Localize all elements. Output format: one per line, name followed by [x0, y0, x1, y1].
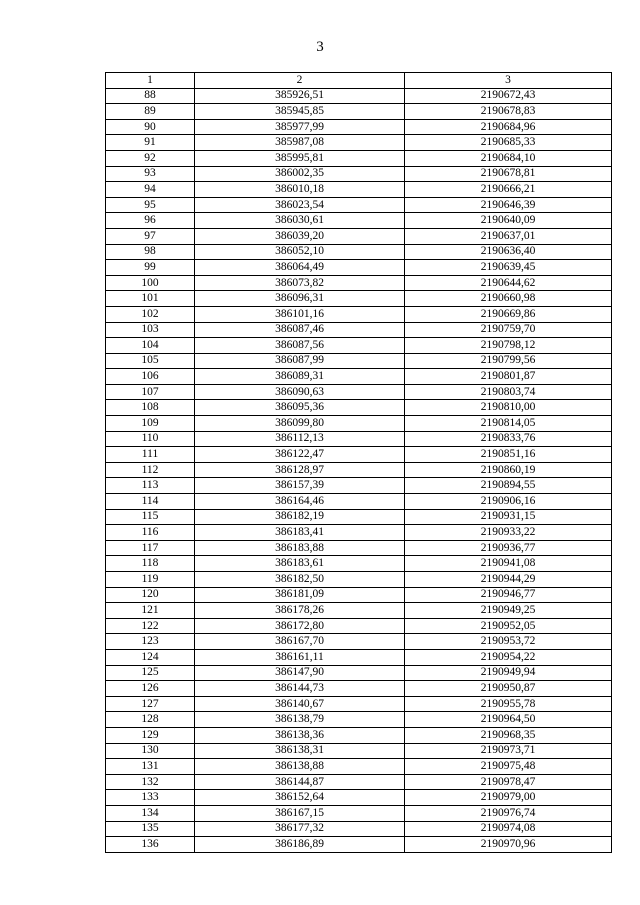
cell-y-coordinate: 2190759,70 — [405, 322, 612, 338]
table-body — [106, 88, 612, 852]
cell-point-number: 94 — [106, 182, 195, 198]
cell-y-coordinate: 2190637,01 — [405, 228, 612, 244]
cell-point-number: 103 — [106, 322, 195, 338]
cell-y-coordinate: 2190976,74 — [405, 805, 612, 821]
cell-point-number: 114 — [106, 494, 195, 510]
cell-x-coordinate: 385977,99 — [195, 119, 405, 135]
cell-point-number: 92 — [106, 150, 195, 166]
cell-point-number: 112 — [106, 462, 195, 478]
cell-y-coordinate: 2190799,56 — [405, 353, 612, 369]
cell-point-number: 110 — [106, 431, 195, 447]
cell-x-coordinate: 386090,63 — [195, 384, 405, 400]
cell-point-number: 95 — [106, 197, 195, 213]
table-row — [106, 696, 612, 712]
table-row — [106, 447, 612, 463]
table-row — [106, 369, 612, 385]
table-row — [106, 166, 612, 182]
cell-y-coordinate: 2190953,72 — [405, 634, 612, 650]
cell-y-coordinate: 2190955,78 — [405, 696, 612, 712]
cell-y-coordinate: 2190906,16 — [405, 494, 612, 510]
cell-x-coordinate: 386039,20 — [195, 228, 405, 244]
cell-y-coordinate: 2190684,10 — [405, 150, 612, 166]
cell-y-coordinate: 2190798,12 — [405, 338, 612, 354]
cell-x-coordinate: 386064,49 — [195, 260, 405, 276]
cell-point-number: 120 — [106, 587, 195, 603]
cell-y-coordinate: 2190672,43 — [405, 88, 612, 104]
cell-y-coordinate: 2190678,83 — [405, 104, 612, 120]
cell-x-coordinate: 386182,19 — [195, 509, 405, 525]
cell-x-coordinate: 386186,89 — [195, 837, 405, 853]
cell-y-coordinate: 2190941,08 — [405, 556, 612, 572]
cell-point-number: 118 — [106, 556, 195, 572]
cell-y-coordinate: 2190931,15 — [405, 509, 612, 525]
cell-x-coordinate: 386182,50 — [195, 572, 405, 588]
table-row — [106, 88, 612, 104]
cell-x-coordinate: 385926,51 — [195, 88, 405, 104]
cell-x-coordinate: 386140,67 — [195, 696, 405, 712]
table-row — [106, 291, 612, 307]
cell-point-number: 105 — [106, 353, 195, 369]
cell-point-number: 128 — [106, 712, 195, 728]
table-row — [106, 821, 612, 837]
cell-x-coordinate: 386178,26 — [195, 603, 405, 619]
table-row — [106, 603, 612, 619]
cell-point-number: 123 — [106, 634, 195, 650]
cell-y-coordinate: 2190851,16 — [405, 447, 612, 463]
cell-point-number: 127 — [106, 696, 195, 712]
cell-point-number: 99 — [106, 260, 195, 276]
table-row — [106, 712, 612, 728]
cell-point-number: 133 — [106, 790, 195, 806]
cell-y-coordinate: 2190644,62 — [405, 275, 612, 291]
cell-x-coordinate: 386157,39 — [195, 478, 405, 494]
page-number: 3 — [316, 39, 324, 55]
cell-point-number: 90 — [106, 119, 195, 135]
cell-y-coordinate: 2190968,35 — [405, 727, 612, 743]
cell-point-number: 109 — [106, 416, 195, 432]
cell-x-coordinate: 386177,32 — [195, 821, 405, 837]
cell-point-number: 116 — [106, 525, 195, 541]
cell-point-number: 130 — [106, 743, 195, 759]
cell-x-coordinate: 385945,85 — [195, 104, 405, 120]
table-row — [106, 649, 612, 665]
table-row — [106, 727, 612, 743]
table-row — [106, 275, 612, 291]
cell-y-coordinate: 2190803,74 — [405, 384, 612, 400]
table-header-row — [106, 73, 612, 89]
cell-point-number: 93 — [106, 166, 195, 182]
cell-point-number: 91 — [106, 135, 195, 151]
cell-y-coordinate: 2190933,22 — [405, 525, 612, 541]
cell-x-coordinate: 386099,80 — [195, 416, 405, 432]
table-row — [106, 478, 612, 494]
table-row — [106, 540, 612, 556]
table-row — [106, 119, 612, 135]
table-row — [106, 197, 612, 213]
table-row — [106, 353, 612, 369]
table-row — [106, 150, 612, 166]
cell-x-coordinate: 386183,88 — [195, 540, 405, 556]
cell-y-coordinate: 2190810,00 — [405, 400, 612, 416]
cell-y-coordinate: 2190952,05 — [405, 618, 612, 634]
cell-x-coordinate: 386087,99 — [195, 353, 405, 369]
cell-point-number: 106 — [106, 369, 195, 385]
cell-point-number: 101 — [106, 291, 195, 307]
table-row — [106, 509, 612, 525]
cell-x-coordinate: 386167,15 — [195, 805, 405, 821]
cell-y-coordinate: 2190640,09 — [405, 213, 612, 229]
cell-point-number: 96 — [106, 213, 195, 229]
cell-point-number: 132 — [106, 774, 195, 790]
cell-x-coordinate: 385987,08 — [195, 135, 405, 151]
cell-y-coordinate: 2190636,40 — [405, 244, 612, 260]
cell-x-coordinate: 386164,46 — [195, 494, 405, 510]
cell-y-coordinate: 2190936,77 — [405, 540, 612, 556]
cell-x-coordinate: 386112,13 — [195, 431, 405, 447]
cell-x-coordinate: 386030,61 — [195, 213, 405, 229]
table-row — [106, 182, 612, 198]
cell-x-coordinate: 386138,31 — [195, 743, 405, 759]
cell-x-coordinate: 386002,35 — [195, 166, 405, 182]
cell-x-coordinate: 386138,36 — [195, 727, 405, 743]
table-row — [106, 494, 612, 510]
cell-x-coordinate: 386095,36 — [195, 400, 405, 416]
table-row — [106, 618, 612, 634]
cell-x-coordinate: 386181,09 — [195, 587, 405, 603]
cell-x-coordinate: 386147,90 — [195, 665, 405, 681]
cell-point-number: 136 — [106, 837, 195, 853]
cell-y-coordinate: 2190685,33 — [405, 135, 612, 151]
cell-x-coordinate: 386101,16 — [195, 306, 405, 322]
cell-point-number: 104 — [106, 338, 195, 354]
table-row — [106, 525, 612, 541]
table-row — [106, 634, 612, 650]
table-row — [106, 384, 612, 400]
cell-y-coordinate: 2190954,22 — [405, 649, 612, 665]
cell-point-number: 98 — [106, 244, 195, 260]
table-row — [106, 306, 612, 322]
cell-x-coordinate: 386167,70 — [195, 634, 405, 650]
table-row — [106, 665, 612, 681]
cell-y-coordinate: 2190949,94 — [405, 665, 612, 681]
cell-y-coordinate: 2190944,29 — [405, 572, 612, 588]
cell-y-coordinate: 2190949,25 — [405, 603, 612, 619]
table-row — [106, 322, 612, 338]
column-header-y: 3 — [405, 73, 612, 89]
cell-x-coordinate: 386183,41 — [195, 525, 405, 541]
table-row — [106, 462, 612, 478]
cell-point-number: 107 — [106, 384, 195, 400]
column-header-x: 2 — [195, 73, 405, 89]
cell-point-number: 88 — [106, 88, 195, 104]
table-row — [106, 556, 612, 572]
cell-point-number: 129 — [106, 727, 195, 743]
cell-x-coordinate: 386128,97 — [195, 462, 405, 478]
table-row — [106, 338, 612, 354]
cell-point-number: 124 — [106, 649, 195, 665]
cell-x-coordinate: 386122,47 — [195, 447, 405, 463]
cell-y-coordinate: 2190979,00 — [405, 790, 612, 806]
cell-point-number: 134 — [106, 805, 195, 821]
cell-y-coordinate: 2190946,77 — [405, 587, 612, 603]
cell-x-coordinate: 386052,10 — [195, 244, 405, 260]
cell-x-coordinate: 386144,73 — [195, 681, 405, 697]
cell-point-number: 108 — [106, 400, 195, 416]
cell-y-coordinate: 2190973,71 — [405, 743, 612, 759]
cell-x-coordinate: 386172,80 — [195, 618, 405, 634]
cell-x-coordinate: 385995,81 — [195, 150, 405, 166]
cell-point-number: 97 — [106, 228, 195, 244]
cell-y-coordinate: 2190964,50 — [405, 712, 612, 728]
cell-y-coordinate: 2190669,86 — [405, 306, 612, 322]
cell-x-coordinate: 386087,56 — [195, 338, 405, 354]
column-header-point: 1 — [106, 73, 195, 89]
cell-x-coordinate: 386089,31 — [195, 369, 405, 385]
cell-point-number: 131 — [106, 759, 195, 775]
table-row — [106, 681, 612, 697]
cell-x-coordinate: 386138,88 — [195, 759, 405, 775]
cell-y-coordinate: 2190975,48 — [405, 759, 612, 775]
cell-x-coordinate: 386138,79 — [195, 712, 405, 728]
cell-x-coordinate: 386183,61 — [195, 556, 405, 572]
table-row — [106, 587, 612, 603]
table-row — [106, 104, 612, 120]
cell-y-coordinate: 2190684,96 — [405, 119, 612, 135]
cell-x-coordinate: 386161,11 — [195, 649, 405, 665]
cell-point-number: 102 — [106, 306, 195, 322]
cell-point-number: 119 — [106, 572, 195, 588]
table-row — [106, 244, 612, 260]
cell-point-number: 122 — [106, 618, 195, 634]
cell-point-number: 126 — [106, 681, 195, 697]
cell-y-coordinate: 2190860,19 — [405, 462, 612, 478]
table-row — [106, 743, 612, 759]
cell-x-coordinate: 386073,82 — [195, 275, 405, 291]
table-row — [106, 774, 612, 790]
cell-y-coordinate: 2190950,87 — [405, 681, 612, 697]
cell-point-number: 135 — [106, 821, 195, 837]
cell-y-coordinate: 2190970,96 — [405, 837, 612, 853]
cell-x-coordinate: 386010,18 — [195, 182, 405, 198]
table-row — [106, 431, 612, 447]
cell-y-coordinate: 2190678,81 — [405, 166, 612, 182]
cell-x-coordinate: 386152,64 — [195, 790, 405, 806]
table-row — [106, 260, 612, 276]
cell-y-coordinate: 2190974,08 — [405, 821, 612, 837]
cell-y-coordinate: 2190894,55 — [405, 478, 612, 494]
cell-point-number: 100 — [106, 275, 195, 291]
cell-x-coordinate: 386023,54 — [195, 197, 405, 213]
cell-point-number: 89 — [106, 104, 195, 120]
cell-point-number: 113 — [106, 478, 195, 494]
coordinates-table — [105, 72, 612, 853]
cell-y-coordinate: 2190666,21 — [405, 182, 612, 198]
table-row — [106, 400, 612, 416]
table-row — [106, 759, 612, 775]
table-row — [106, 837, 612, 853]
table-row — [106, 416, 612, 432]
table-row — [106, 135, 612, 151]
table-row — [106, 572, 612, 588]
table-row — [106, 228, 612, 244]
cell-point-number: 117 — [106, 540, 195, 556]
cell-y-coordinate: 2190833,76 — [405, 431, 612, 447]
cell-x-coordinate: 386096,31 — [195, 291, 405, 307]
cell-y-coordinate: 2190978,47 — [405, 774, 612, 790]
cell-point-number: 125 — [106, 665, 195, 681]
table-row — [106, 790, 612, 806]
cell-y-coordinate: 2190801,87 — [405, 369, 612, 385]
table-row — [106, 805, 612, 821]
cell-y-coordinate: 2190639,45 — [405, 260, 612, 276]
cell-point-number: 111 — [106, 447, 195, 463]
cell-y-coordinate: 2190814,05 — [405, 416, 612, 432]
cell-x-coordinate: 386144,87 — [195, 774, 405, 790]
table-row — [106, 213, 612, 229]
cell-point-number: 121 — [106, 603, 195, 619]
cell-y-coordinate: 2190646,39 — [405, 197, 612, 213]
cell-x-coordinate: 386087,46 — [195, 322, 405, 338]
cell-y-coordinate: 2190660,98 — [405, 291, 612, 307]
cell-point-number: 115 — [106, 509, 195, 525]
